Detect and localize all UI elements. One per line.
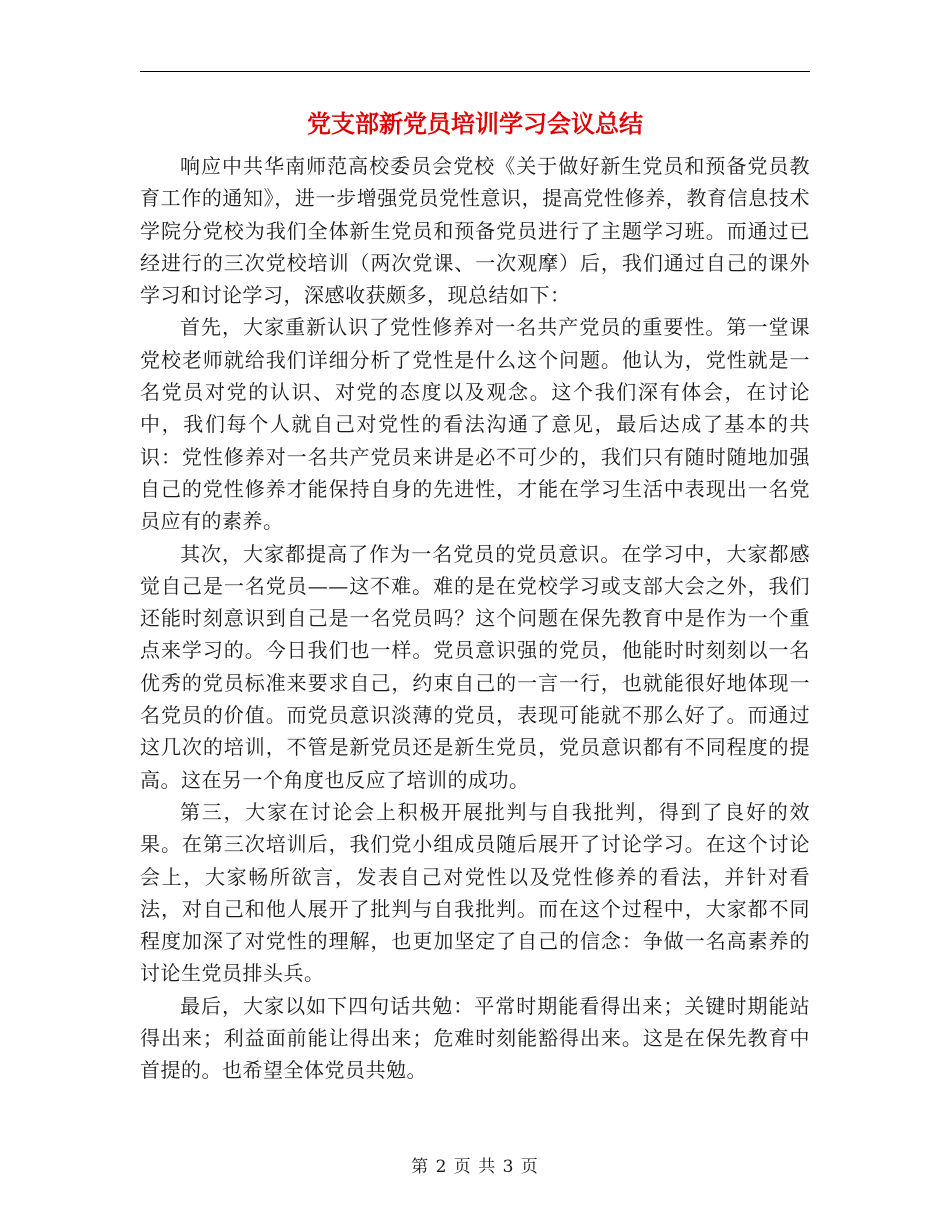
paragraph-first: 首先，大家重新认识了党性修养对一名共产党员的重要性。第一堂课党校老师就给我们详细分析了党性是什么这个问题。他认为，党性就是一名党员对党的认识、对党的态度以及观念。这个我们深有体会，在讨论中，我们每个人就自己对党性的看法沟通了意见，最后达成了基本的共识：党性修养对一名共产党员来讲是必不可少的，我们只有随时随地加强自己的党性修养才能保持自身的先进性，才能在学习生活中表现出一名党员应有的素养。 [140,315,810,534]
document-title: 党支部新党员培训学习会议总结 [307,109,643,138]
document-body [140,150,810,1087]
page-number-footer: 第 2 页 共 3 页 [411,1157,539,1177]
paragraph-last: 最后，大家以如下四句话共勉：平常时期能看得出来；关键时期能站得出来；利益面前能让得出来；危难时刻能豁得出来。这是在保先教育中首提的。也希望全体党员共勉。 [140,993,810,1083]
header-rule [140,71,810,72]
paragraph-third: 第三，大家在讨论会上积极开展批判与自我批判，得到了良好的效果。在第三次培训后，我们党小组成员随后展开了讨论学习。在这个讨论会上，大家畅所欲言，发表自己对党性以及党性修养的看法，并针对看法，对自己和他人展开了批判与自我批判。而在这个过程中，大家都不同程度加深了对党性的理解，也更加坚定了自己的信念：争做一名高素养的讨论生党员排头兵。 [140,799,810,986]
paragraph-second: 其次，大家都提高了作为一名党员的党员意识。在学习中，大家都感觉自己是一名党员——这不难。难的是在党校学习或支部大会之外，我们还能时刻意识到自己是一名党员吗？这个问题在保先教育中是作为一个重点来学习的。今日我们也一样。党员意识强的党员，他能时时刻刻以一名优秀的党员标准来要求自己，约束自己的一言一行，也就能很好地体现一名党员的价值。而党员意识淡薄的党员，表现可能就不那么好了。而通过这几次的培训，不管是新党员还是新生党员，党员意识都有不同程度的提高。这在另一个角度也反应了培训的成功。 [140,541,810,792]
paragraph-intro: 响应中共华南师范高校委员会党校《关于做好新生党员和预备党员教育工作的通知》，进一步增强党员党性意识，提高党性修养，教育信息技术学院分党校为我们全体新生党员和预备党员进行了主题学习班。而通过已经进行的三次党校培训（两次党课、一次观摩）后，我们通过自己的课外学习和讨论学习，深感收获颇多，现总结如下： [140,154,810,308]
